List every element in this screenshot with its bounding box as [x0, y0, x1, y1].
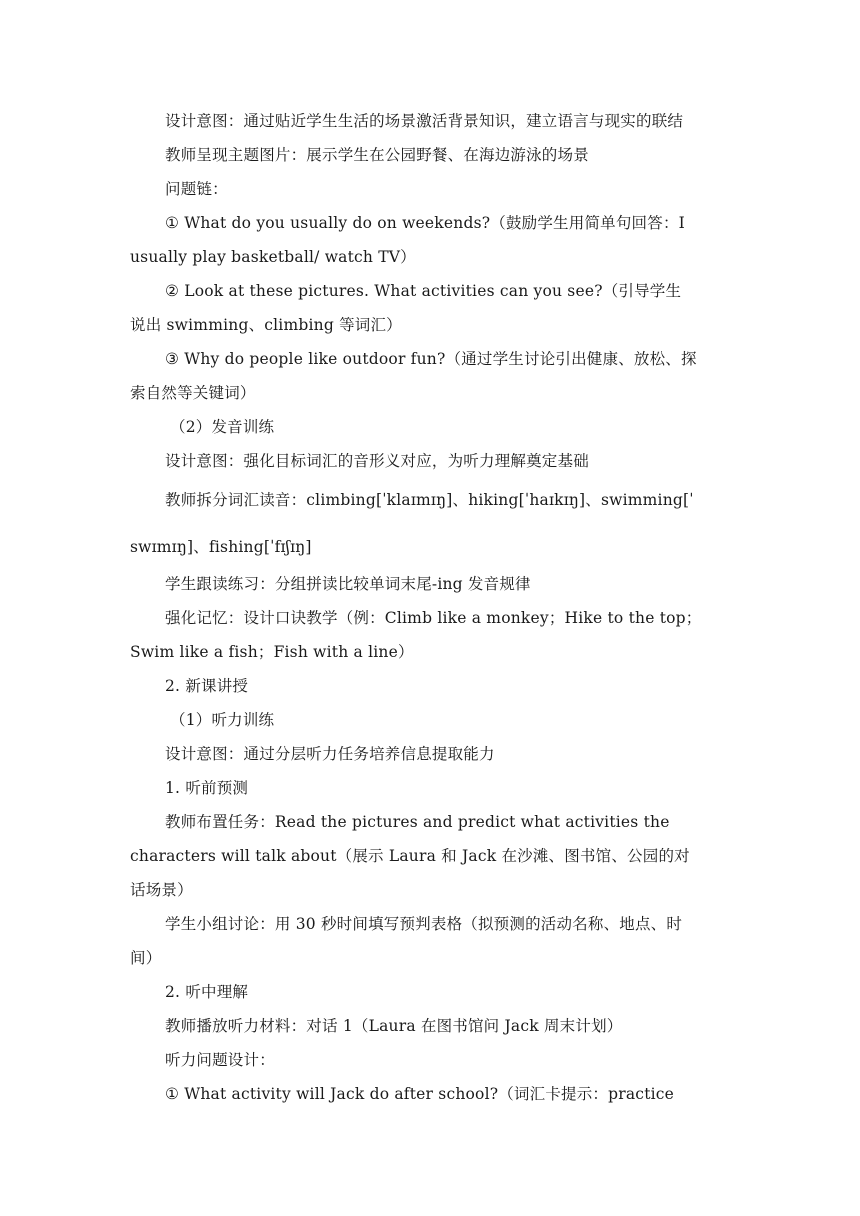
audio-material-line: 教师播放听力材料：对话 1（Laura 在图书馆问 Jack 周末计划） [165, 1017, 623, 1035]
new-lesson-heading: 2. 新课讲授 [165, 677, 249, 695]
task-line: 教师布置任务：Read the pictures and predict what activities the [165, 813, 670, 831]
memory-line: 强化记忆：设计口诀教学（例：Climb like a monkey；Hike to the top； [165, 609, 702, 627]
question-1-continuation: usually play basketball/ watch TV） [130, 248, 416, 266]
question-3-continuation: 索自然等关键词） [130, 384, 256, 402]
listening-question-1-line: ① What activity will Jack do after school?（词汇卡提示：practice [165, 1085, 675, 1103]
pronunciation-heading: （2）发音训练 [170, 418, 275, 436]
phonetics-line: 教师拆分词汇读音：climbing[ˈklaɪmɪŋ]、hiking[ˈhaɪkɪŋ]、swimming[ˈ [165, 491, 694, 509]
listening-heading: （1）听力训练 [170, 711, 275, 729]
while-listening-heading: 2. 听中理解 [165, 983, 249, 1001]
question-2-line: ② Look at these pictures. What activities can you see?（引导学生 [165, 282, 682, 300]
listening-intent-line: 设计意图：通过分层听力任务培养信息提取能力 [165, 745, 495, 763]
memory-continuation: Swim like a fish；Fish with a line） [130, 643, 414, 661]
phonetics-continuation: swɪmɪŋ]、fishing[ˈfɪʃɪŋ] [130, 538, 312, 556]
task-continuation: characters will talk about（展示 Laura 和 Jack 在沙滩、图书馆、公园的对 [130, 847, 690, 865]
question-3-line: ③ Why do people like outdoor fun?（通过学生讨论引出健康、放松、探 [165, 350, 697, 368]
teacher-presents-line: 教师呈现主题图片：展示学生在公园野餐、在海边游泳的场景 [165, 146, 589, 164]
pre-listening-heading: 1. 听前预测 [165, 779, 249, 797]
listening-questions-heading: 听力问题设计： [165, 1051, 275, 1069]
question-1-line: ① What do you usually do on weekends?（鼓励学生用简单句回答：I [165, 214, 685, 232]
group-discussion-line: 学生小组讨论：用 30 秒时间填写预判表格（拟预测的活动名称、地点、时 [165, 915, 683, 933]
design-intent-line: 设计意图：通过贴近学生生活的场景激活背景知识，建立语言与现实的联结 [165, 112, 684, 130]
question-chain-heading: 问题链： [165, 180, 228, 198]
pronunciation-intent-line: 设计意图：强化目标词汇的音形义对应，为听力理解奠定基础 [165, 452, 589, 470]
question-2-continuation: 说出 swimming、climbing 等词汇） [130, 316, 402, 334]
task-continuation-2: 话场景） [130, 881, 193, 899]
group-discussion-continuation: 间） [130, 949, 162, 967]
student-practice-line: 学生跟读练习：分组拼读比较单词末尾-ing 发音规律 [165, 575, 531, 593]
